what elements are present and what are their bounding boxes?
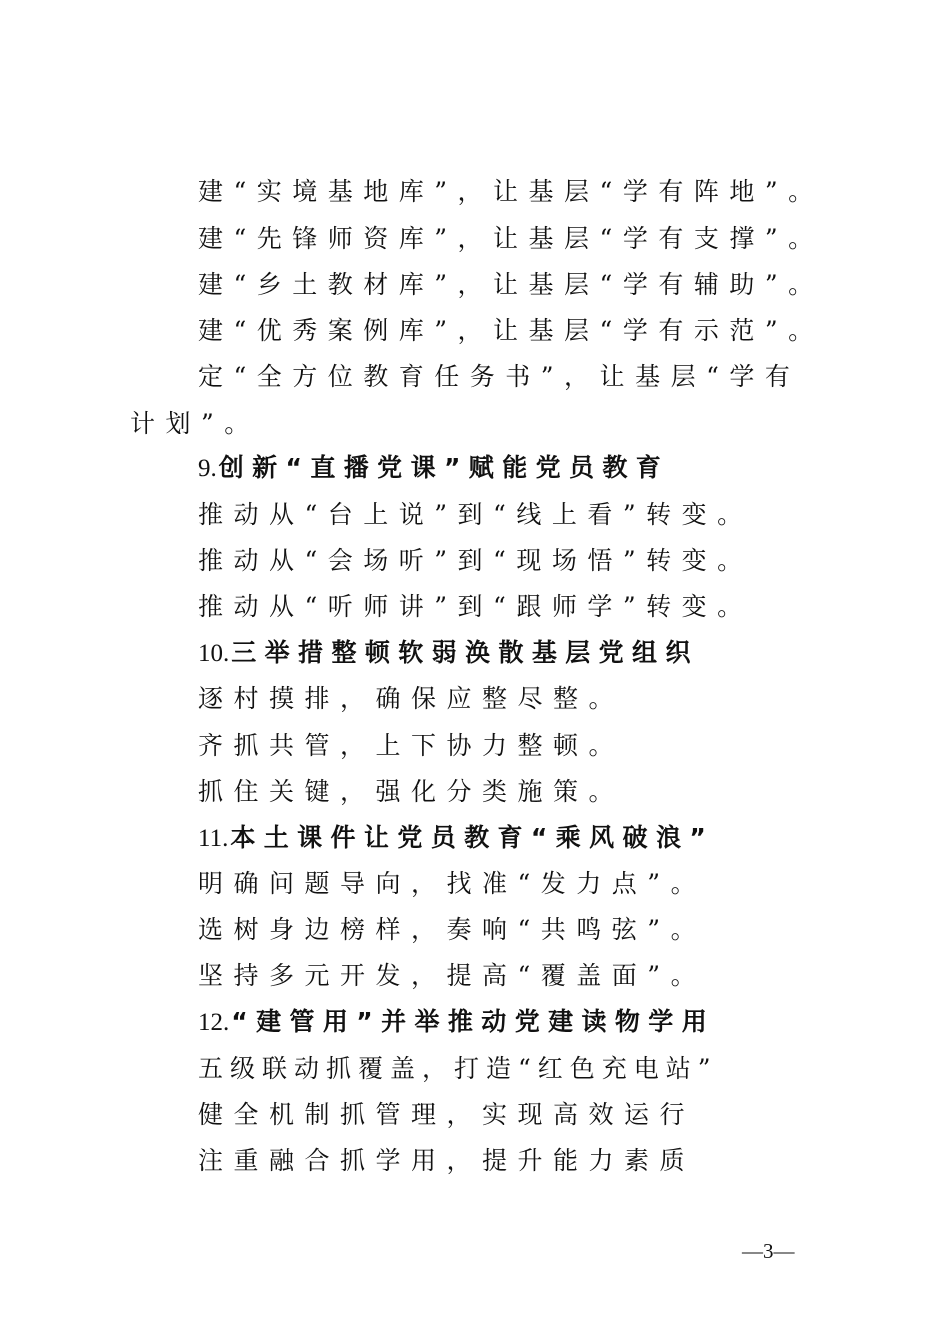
list-item: 明确问题导向，找准“发力点”。 [198, 869, 707, 898]
list-item: 坚持多元开发，提高“覆盖面”。 [198, 961, 707, 990]
section-heading [198, 453, 669, 484]
paragraph-line: 计划”。 [130, 409, 260, 438]
section-number: 9. [198, 455, 217, 482]
section-title: 本土课件让党员教育“乘风破浪” [230, 823, 715, 852]
paragraph-line: 建“乡土教材库”，让基层“学有辅助”。 [198, 270, 824, 299]
list-item: 五级联动抓覆盖，打造“红色充电站” [198, 1054, 718, 1083]
paragraph-line: 建“实境基地库”，让基层“学有阵地”。 [198, 177, 824, 206]
page-number: —3— [742, 1239, 795, 1263]
list-item: 选树身边榜样，奏响“共鸣弦”。 [198, 915, 707, 944]
section-heading [198, 1007, 715, 1038]
section-number: 11. [198, 825, 229, 852]
section-number: 12. [198, 1009, 230, 1036]
paragraph-line: 建“先锋师资库”，让基层“学有支撑”。 [198, 224, 824, 253]
section-heading [198, 638, 699, 669]
section-title: 三举措整顿软弱涣散基层党组织 [231, 638, 699, 667]
section-number: 10. [198, 640, 230, 667]
section-title: 创新“直播党课”赋能党员教育 [218, 453, 670, 482]
list-item: 逐村摸排，确保应整尽整。 [198, 684, 625, 713]
paragraph-line: 定“全方位教育任务书”，让基层“学有 [198, 362, 801, 391]
list-item: 推动从“听师讲”到“跟师学”转变。 [198, 592, 753, 621]
list-item: 注重融合抓学用，提升能力素质 [198, 1146, 696, 1175]
list-item: 健全机制抓管理，实现高效运行 [198, 1100, 696, 1129]
list-item: 推动从“台上说”到“线上看”转变。 [198, 500, 753, 529]
section-heading [198, 823, 714, 854]
list-item: 抓住关键，强化分类施策。 [198, 777, 625, 806]
section-title: “建管用”并举推动党建读物学用 [231, 1007, 716, 1036]
paragraph-line: 建“优秀案例库”，让基层“学有示范”。 [198, 316, 824, 345]
list-item: 齐抓共管，上下协力整顿。 [198, 731, 625, 760]
list-item: 推动从“会场听”到“现场悟”转变。 [198, 546, 753, 575]
